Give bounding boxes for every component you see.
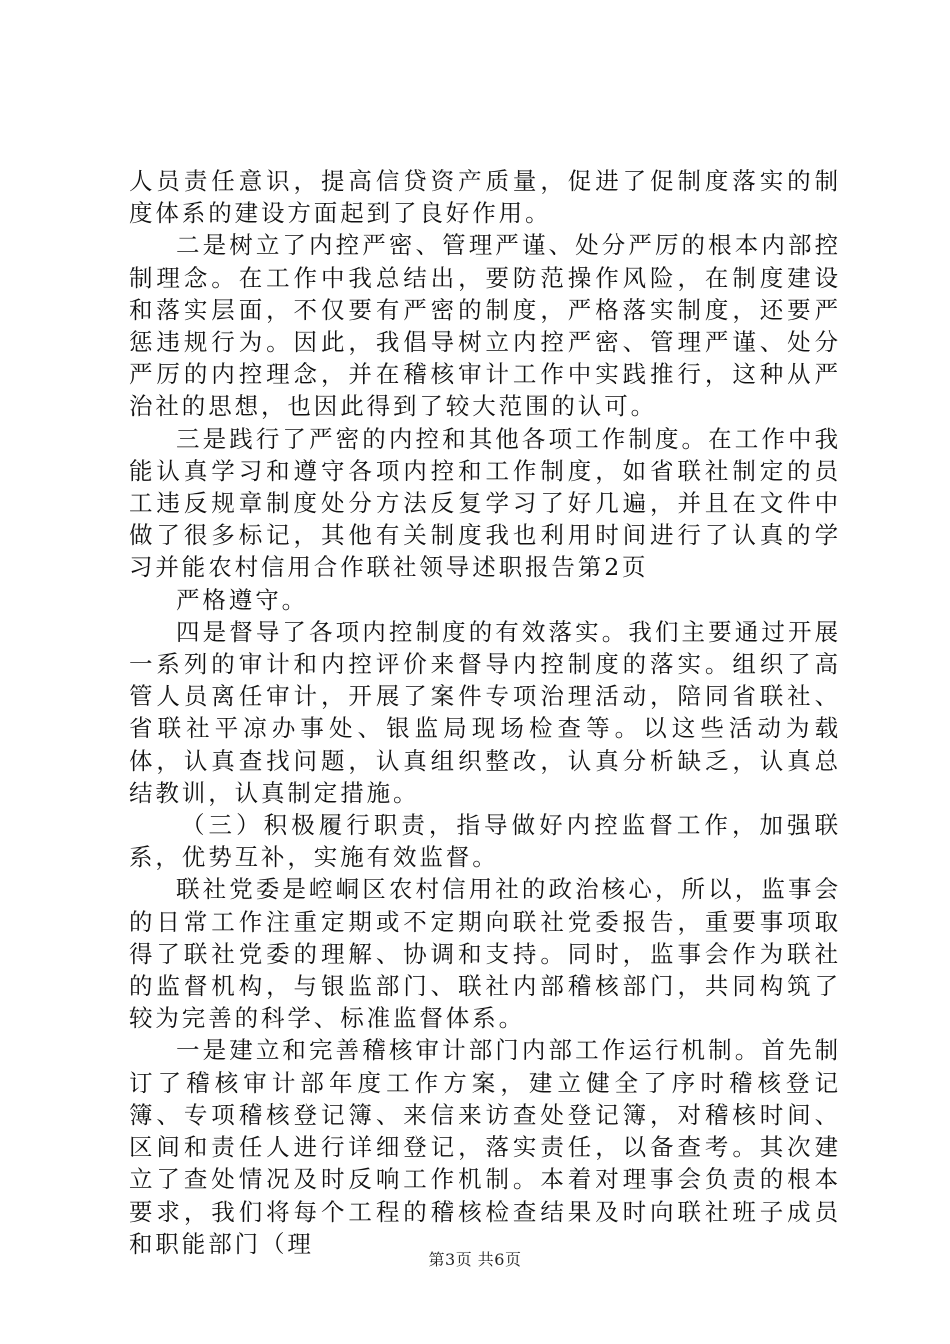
document-body xyxy=(129,165,841,1260)
paragraph-point-three: 三是践行了严密的内控和其他各项工作制度。在工作中我能认真学习和遵守各项内控和工作制度，如省联社制定的员工违反规章制度处分方法反复学习了好几遍，并且在文件中做了很多标记，其他有关制度我也利用时间进行了认真的学习并能农村信用合作联社领导述职报告第2页 xyxy=(129,424,841,582)
paragraph-party-committee: 联社党委是崆峒区农村信用社的政治核心，所以，监事会的日常工作注重定期或不定期向联社党委报告，重要事项取得了联社党委的理解、协调和支持。同时，监事会作为联社的监督机构，与银监部门、联社内部稽核部门，共同构筑了较为完善的科学、标准监督体系。 xyxy=(129,875,841,1033)
paragraph-point-one: 一是建立和完善稽核审计部门内部工作运行机制。首先制订了稽核审计部年度工作方案，建立健全了序时稽核登记簿、专项稽核登记簿、来信来访查处登记簿，对稽核时间、区间和责任人进行详细登记，落实责任，以备查考。其次建立了查处情况及时反响工作机制。本着对理事会负责的根本要求，我们将每个工程的稽核检查结果及时向联社班子成员和职能部门（理 xyxy=(129,1036,841,1258)
page-number-footer: 第3页 共6页 xyxy=(428,1250,522,1269)
paragraph-continuation: 人员责任意识，提高信贷资产质量，促进了促制度落实的制度体系的建设方面起到了良好作用。 xyxy=(129,167,841,228)
section-heading-three: （三）积极履行职责，指导做好内控监督工作，加强联系，优势互补，实施有效监督。 xyxy=(129,811,841,872)
paragraph-short-line: 严格遵守。 xyxy=(176,585,308,614)
paragraph-point-four: 四是督导了各项内控制度的有效落实。我们主要通过开展一系列的审计和内控评价来督导内控制度的落实。组织了高管人员离任审计，开展了案件专项治理活动，陪同省联社、省联社平凉办事处、银监局现场检查等。以这些活动为载体，认真查找问题，认真组织整改，认真分析缺乏，认真总结教训，认真制定措施。 xyxy=(129,617,841,807)
paragraph-point-two: 二是树立了内控严密、管理严谨、处分严厉的根本内部控制理念。在工作中我总结出，要防范操作风险，在制度建设和落实层面，不仅要有严密的制度，严格落实制度，还要严惩违规行为。因此，我倡导树立内控严密、管理严谨、处分严厉的内控理念，并在稽核审计工作中实践推行，这种从严治社的思想，也因此得到了较大范围的认可。 xyxy=(129,231,841,421)
